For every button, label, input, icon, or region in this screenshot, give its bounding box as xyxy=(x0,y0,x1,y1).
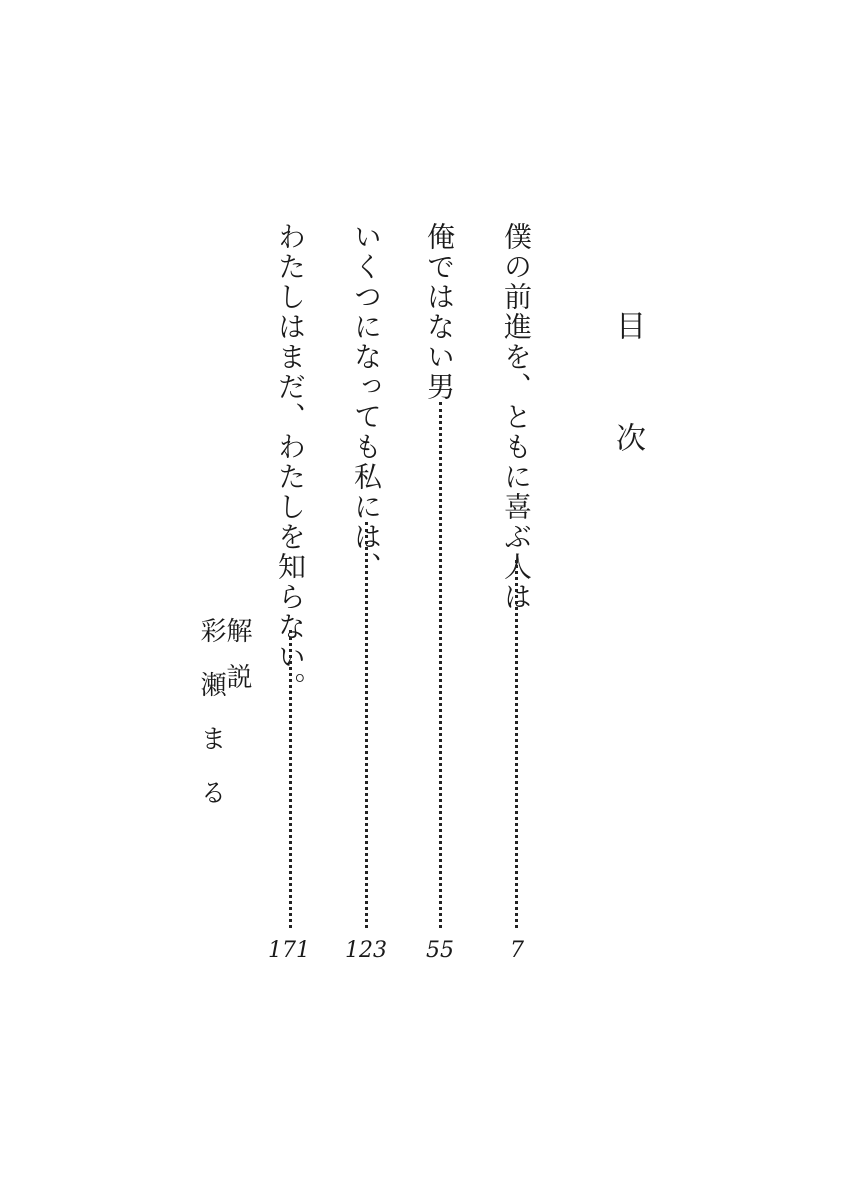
commentary-author: 彩瀬まる xyxy=(196,617,226,833)
toc-leader-2 xyxy=(439,402,442,928)
toc-page-number-2[interactable]: 55 xyxy=(426,938,454,963)
toc-page-number-4[interactable]: 171 xyxy=(268,938,310,963)
toc-page-number-3[interactable]: 123 xyxy=(345,938,387,963)
toc-page-number-1[interactable]: 7 xyxy=(510,938,524,963)
toc-title: 目次 xyxy=(610,310,645,534)
toc-leader-1 xyxy=(515,560,518,928)
toc-leader-3 xyxy=(365,522,368,928)
commentary-label: 解説 xyxy=(222,617,252,709)
toc-entry-title-1[interactable]: 僕の前進を、ともに喜ぶ人は xyxy=(500,222,533,612)
toc-entry-title-3[interactable]: いくつになっても私には、 xyxy=(350,222,383,582)
commentary[interactable] xyxy=(198,617,250,833)
toc-entry-title-2[interactable]: 俺ではない男 xyxy=(423,222,456,402)
toc-entry-title-4[interactable]: わたしはまだ、わたしを知らない。 xyxy=(274,222,307,702)
toc-leader-4 xyxy=(289,630,292,928)
